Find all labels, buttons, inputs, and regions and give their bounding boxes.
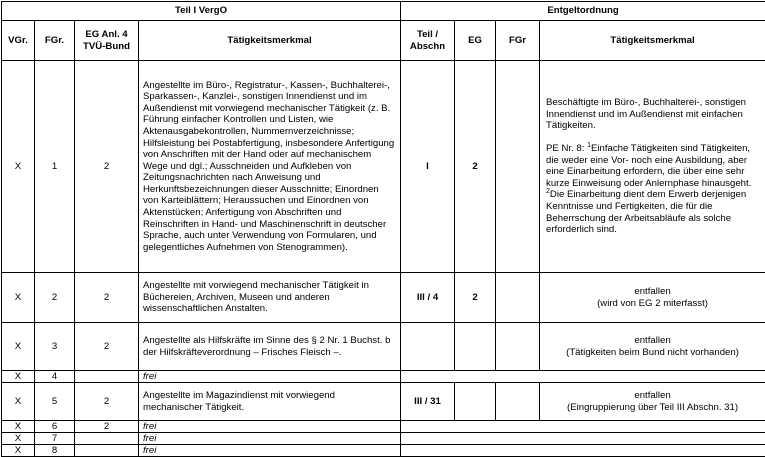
table-row: [2, 433, 765, 445]
cell-eg: [75, 445, 139, 457]
cell-empty: [401, 445, 765, 457]
cell-merkmal: frei: [139, 433, 401, 445]
cell-eg-new: 2: [455, 273, 496, 323]
cell-eg: 2: [75, 273, 139, 323]
cell-vgr: X: [2, 323, 35, 371]
cell-empty: [401, 433, 765, 445]
cell-fgr: 4: [35, 371, 75, 383]
cell-vgr: X: [2, 273, 35, 323]
cell-eg: 2: [75, 421, 139, 433]
cell-merkmal-new: [540, 273, 765, 323]
col-header-merkmal-left: Tätigkeitsmerkmal: [139, 21, 401, 61]
cell-merkmal: Angestellte im Büro-, Registratur-, Kassen-, Buchhalterei-, Sparkassen-, Kanzlei-, sonstigen Innendienst und im Außendienst mit vorwiegend mechanischer Tätigkeit (z. B. Führung einfacher Kontrollen und Listen, wie Aktenausgabekontrollen, Nummernverzeichnisse; Hilfsleistung bei Postabfertigung, insbesondere Anfertigung von Anschriften mit der Hand oder auf mechanischem Wege und dgl.; Ausschneiden und Aufkleben von Zeitungsnachrichten nach Anweisung und Herkunftsbezeichnungen dieser Ausschnitte; Einordnen von Karteiblättern; Heraussuchen und Einordnen von Aktenstücken; Anfertigung von Abschriften und Reinschriften in Hand- und Maschinenschrift in deutscher Sprache, auch unter Verwendung von Formularen, und gelegentliches Aufnehmen von Stenogrammen).: [139, 61, 401, 273]
table-row: [2, 61, 765, 273]
cell-vgr: X: [2, 383, 35, 421]
cell-fgr-new: [496, 61, 540, 273]
section-title-left: Teil I VergO: [2, 2, 401, 21]
cell-merkmal: frei: [139, 421, 401, 433]
cell-fgr: 6: [35, 421, 75, 433]
column-header-row: [2, 21, 765, 61]
cell-merkmal-new: [540, 323, 765, 371]
merkmal-new-paragraph: Beschäftigte im Büro-, Buchhalterei-, sonstigen Innendienst und im Außendienst mit einfachen Tätigkeiten.: [546, 97, 760, 132]
cell-eg-new: 2: [455, 61, 496, 273]
col-header-vgr: VGr.: [2, 21, 35, 61]
pe-note-prefix: PE Nr. 8:: [546, 143, 587, 154]
cell-fgr: 3: [35, 323, 75, 371]
status-text: entfallen: [543, 286, 762, 298]
cell-eg: [75, 433, 139, 445]
cell-empty: [401, 371, 765, 383]
col-header-merkmal-right: Tätigkeitsmerkmal: [540, 21, 765, 61]
cell-vgr: X: [2, 445, 35, 457]
cell-teil: III / 31: [401, 383, 455, 421]
cell-merkmal: frei: [139, 445, 401, 457]
cell-eg: 2: [75, 61, 139, 273]
table-row: [2, 445, 765, 457]
table-row: [2, 323, 765, 371]
section-header-row: [2, 2, 765, 21]
cell-merkmal: Angestellte mit vorwiegend mechanischer Tätigkeit in Büchereien, Archiven, Museen und anderen wissenschaftlichen Anstalten.: [139, 273, 401, 323]
pe-note-text: Die Einarbeitung dient dem Erwerb derjenigen Kenntnisse und Fertigkeiten, die für die Beherrschung der Arbeitsabläufe als solche erforderlich sind.: [546, 189, 746, 235]
col-header-eg-anl: EG Anl. 4 TVÜ-Bund: [75, 21, 139, 61]
cell-eg: [75, 371, 139, 383]
cell-merkmal-new: [540, 61, 765, 273]
footnote-marker: 2: [546, 188, 550, 195]
col-header-eg: EG: [455, 21, 496, 61]
cell-fgr: 8: [35, 445, 75, 457]
cell-teil: [401, 323, 455, 371]
cell-vgr: X: [2, 61, 35, 273]
tariff-table: [1, 1, 765, 457]
footnote-marker: 1: [587, 142, 591, 149]
cell-teil: III / 4: [401, 273, 455, 323]
pe-note-text: Einfache Tätigkeiten sind Tätigkeiten, die weder eine Vor- noch eine Ausbildung, aber eine Einarbeitung erfordern, die über eine sehr kurze Einweisung oder Anlernphase hinausgeht.: [546, 143, 751, 189]
cell-vgr: X: [2, 433, 35, 445]
cell-empty: [401, 421, 765, 433]
cell-eg-new: [455, 323, 496, 371]
col-header-fgr: FGr.: [35, 21, 75, 61]
cell-fgr: 2: [35, 273, 75, 323]
cell-fgr: 1: [35, 61, 75, 273]
status-note: (Tätigkeiten beim Bund nicht vorhanden): [543, 347, 762, 359]
cell-teil: I: [401, 61, 455, 273]
cell-merkmal: frei: [139, 371, 401, 383]
table-row: [2, 273, 765, 323]
table-row: [2, 383, 765, 421]
cell-eg: 2: [75, 383, 139, 421]
cell-eg-new: [455, 383, 496, 421]
section-title-right: Entgeltordnung: [401, 2, 765, 21]
cell-fgr-new: [496, 383, 540, 421]
cell-eg: 2: [75, 323, 139, 371]
col-header-fgr-right: FGr: [496, 21, 540, 61]
status-text: entfallen: [543, 335, 762, 347]
cell-vgr: X: [2, 421, 35, 433]
status-text: entfallen: [543, 390, 762, 402]
cell-fgr: 5: [35, 383, 75, 421]
table-row: [2, 371, 765, 383]
col-header-teil: Teil / Abschn: [401, 21, 455, 61]
cell-fgr: 7: [35, 433, 75, 445]
cell-vgr: X: [2, 371, 35, 383]
status-note: (Eingruppierung über Teil III Abschn. 31): [543, 402, 762, 414]
table-row: [2, 421, 765, 433]
status-note: (wird von EG 2 miterfasst): [543, 298, 762, 310]
pe-note: [546, 143, 760, 236]
cell-fgr-new: [496, 323, 540, 371]
cell-merkmal: Angestellte im Magazindienst mit vorwiegend mechanischer Tätigkeit.: [139, 383, 401, 421]
cell-merkmal: Angestellte als Hilfskräfte im Sinne des § 2 Nr. 1 Buchst. b der Hilfskräfteverordnung – Frisches Fleisch –.: [139, 323, 401, 371]
cell-merkmal-new: [540, 383, 765, 421]
cell-fgr-new: [496, 273, 540, 323]
